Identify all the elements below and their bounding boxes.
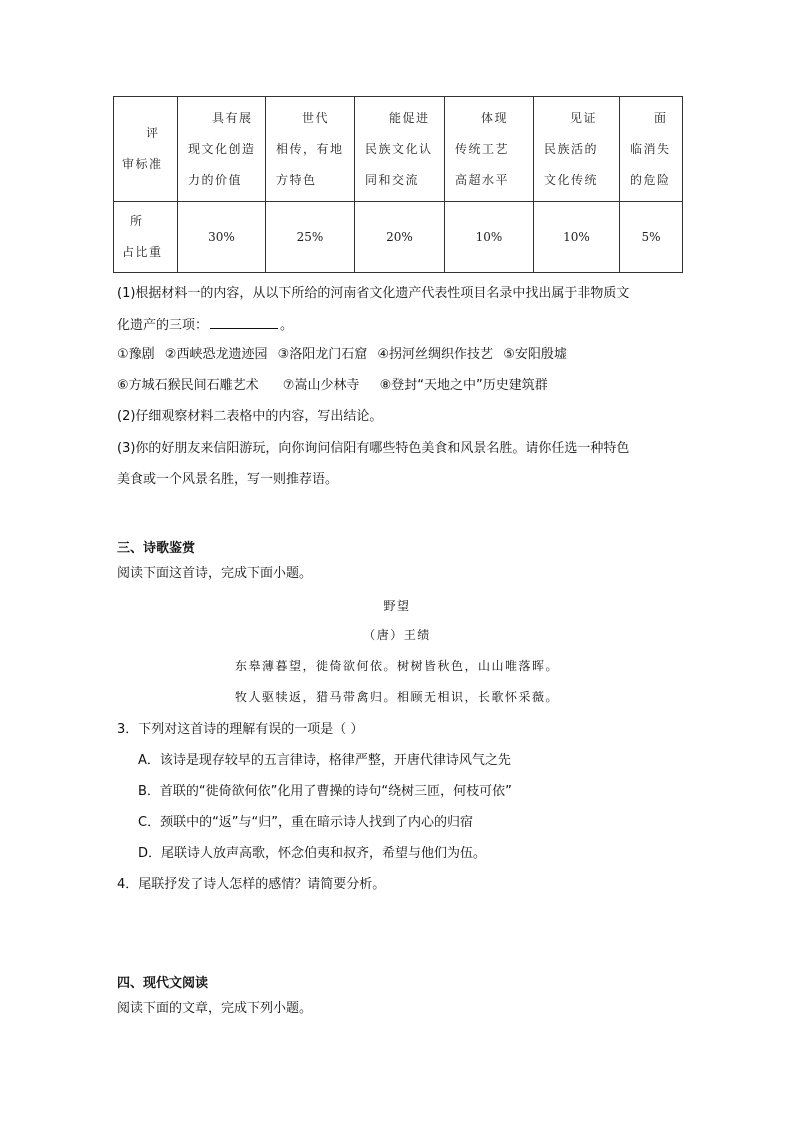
poem-line: 东皋薄暮望，徙倚欲何依。树树皆秋色，山山唯落晖。 [234,659,559,673]
question-2: (2)仔细观察材料二表格中的内容，写出结论。 [117,409,383,424]
criteria-text: 现文化创造 [188,141,256,156]
criteria-text: 民族文化认 [365,141,433,156]
heritage-item: ②西峡恐龙遗迹园 [164,347,268,362]
weight-cell [266,202,355,273]
question-3-line-2: 美食或一个风景名胜，写一则推荐语。 [117,472,339,487]
option-a: A．该诗是现存较早的五言律诗，格律严整，开唐代律诗风气之先 [138,753,511,768]
criteria-cell [445,97,534,202]
table-row [114,202,683,273]
criteria-text: 同和交流 [365,172,420,187]
table-header-cell [114,202,178,273]
criteria-text: 具有展 [212,110,253,125]
question-1-line-1: (1)根据材料一的内容，从以下所给的河南省文化遗产代表性项目名录中找出属于非物质文 [117,286,630,301]
section-instruction: 阅读下面的文章，完成下列小题。 [117,1001,313,1016]
option-c: C．颈联中的“返”与“归”，重在暗示诗人找到了内心的归宿 [138,815,474,830]
section-instruction: 阅读下面这首诗，完成下面小题。 [117,566,313,581]
question-1-text: 化遗产的三项： [117,318,209,333]
weight-cell [620,202,683,273]
criteria-cell [355,97,445,202]
weight-cell [355,202,445,273]
table-row [114,97,683,202]
weight-label: 占比重 [122,245,163,259]
criteria-text: 高超水平 [455,172,510,187]
evaluation-table [113,96,683,273]
poem-title: 野望 [383,599,411,613]
option-d: D．尾联诗人放声高歌，怀念伯夷和叔齐，希望与他们为伍。 [138,846,487,861]
weight-value: 30% [208,230,235,244]
criteria-text: 相传，有地 [276,141,344,156]
criteria-cell [178,97,266,202]
question-1-line-2 [117,316,293,335]
criteria-text: 文化传统 [544,172,599,187]
criteria-text: 民族活的 [544,141,599,156]
weight-value: 10% [475,230,503,244]
heritage-items-row-1 [117,346,573,364]
weight-value: 20% [386,230,413,244]
weight-value: 10% [563,230,590,244]
criteria-text: 方特色 [276,172,317,187]
heritage-item: ④拐河丝绸织作技艺 [377,347,494,362]
question-3-line-1: (3)你的好朋友来信阳游玩，向你询问信阳有哪些特色美食和风景名胜。请你任选一种特色 [117,441,630,456]
header-text: 审标准 [122,157,163,171]
header-text: 评 [146,126,160,140]
heritage-item: ③洛阳龙门石窟 [277,347,368,362]
criteria-text: 临消失 [630,141,671,156]
section-title: 四、现代文阅读 [117,976,209,991]
heritage-item: ⑦嵩山少林寺 [282,378,360,393]
criteria-text: 能促进 [389,110,430,125]
heritage-items-row-2 [117,377,554,395]
criteria-cell [620,97,683,202]
heritage-item: ①豫剧 [117,347,155,362]
criteria-text: 传统工艺 [455,141,510,156]
question-4: 4．尾联抒发了诗人怎样的感情？请简要分析。 [117,877,386,892]
heritage-item: ⑥方城石猴民间石雕艺术 [117,378,259,393]
criteria-cell [266,97,355,202]
table-header-cell [114,97,178,202]
weight-cell [534,202,620,273]
question-1-text: 。 [280,318,294,333]
option-b: B．首联的“徙倚欲何依”化用了曹操的诗句“绕树三匝，何枝可依” [138,784,512,799]
heritage-item: ⑧登封“天地之中”历史建筑群 [379,378,548,393]
criteria-text: 世代 [302,110,330,125]
criteria-text: 见证 [570,110,598,125]
weight-value: 25% [296,230,324,244]
weight-label: 所 [130,214,144,228]
weight-cell [445,202,534,273]
question-3-stem: 3．下列对这首诗的理解有误的一项是（ ） [117,722,364,737]
weight-cell [178,202,266,273]
criteria-text: 的危险 [630,172,671,187]
criteria-text: 体现 [481,110,509,125]
section-title: 三、诗歌鉴赏 [117,541,196,556]
criteria-text: 力的价值 [188,172,243,187]
answer-blank [210,316,278,329]
criteria-text: 面 [654,110,668,125]
poem-author: （唐）王绩 [363,628,431,642]
poem-line: 牧人驱犊返，猎马带禽归。相顾无相识，长歌怀采薇。 [234,690,559,704]
weight-value: 5% [641,230,661,244]
heritage-item: ⑤安阳殷墟 [503,347,567,362]
criteria-cell [534,97,620,202]
